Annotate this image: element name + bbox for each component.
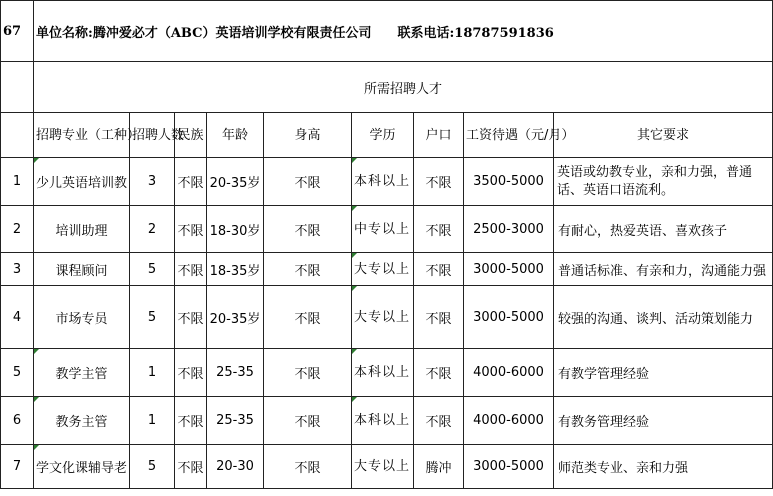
row-no: 4: [1, 286, 34, 349]
row-major: 学文化课辅导老: [34, 445, 130, 489]
row-education: 大专以上: [352, 286, 414, 349]
header-major: 招聘专业（工种）: [34, 113, 130, 158]
row-education: 本科以上: [352, 158, 414, 206]
row-height: 不限: [264, 349, 352, 397]
row-no: 5: [1, 349, 34, 397]
table-row: [1, 253, 773, 286]
row-age: 20-35岁: [207, 286, 264, 349]
contact-label: 联系电话:: [397, 25, 455, 41]
row-hukou: 不限: [414, 206, 464, 253]
row-hukou: 不限: [414, 253, 464, 286]
row-height: 不限: [264, 206, 352, 253]
row-salary: 4000-6000: [464, 349, 554, 397]
row-age: 18-35岁: [207, 253, 264, 286]
row-no: 2: [1, 206, 34, 253]
unit-label: 单位名称:: [36, 25, 93, 41]
row-height: 不限: [264, 445, 352, 489]
row-education: 本科以上: [352, 397, 414, 445]
title-row: [1, 1, 773, 62]
row-ethnicity: 不限: [175, 206, 207, 253]
row-other: 有教务管理经验: [554, 397, 773, 445]
row-major: 教务主管: [34, 397, 130, 445]
header-ethnicity: 民族: [175, 113, 207, 158]
header-height: 身高: [264, 113, 352, 158]
row-ethnicity: 不限: [175, 286, 207, 349]
row-major: 教学主管: [34, 349, 130, 397]
row-age: 25-35: [207, 349, 264, 397]
header-no: [1, 113, 34, 158]
row-count: 2: [130, 206, 175, 253]
row-age: 20-30: [207, 445, 264, 489]
row-hukou: 不限: [414, 397, 464, 445]
row-salary: 3000-5000: [464, 286, 554, 349]
table-row: [1, 445, 773, 489]
section-title: 所需招聘人才: [34, 62, 773, 113]
header-age: 年龄: [207, 113, 264, 158]
row-ethnicity: 不限: [175, 397, 207, 445]
row-age: 18-30岁: [207, 206, 264, 253]
row-age: 25-35: [207, 397, 264, 445]
row-salary: 4000-6000: [464, 397, 554, 445]
row-ethnicity: 不限: [175, 158, 207, 206]
table-row: [1, 397, 773, 445]
row-education: 大专以上: [352, 445, 414, 489]
row-major: 课程顾问: [34, 253, 130, 286]
header-row: [1, 113, 773, 158]
row-other: 师范类专业、亲和力强: [554, 445, 773, 489]
row-salary: 3000-5000: [464, 253, 554, 286]
row-age: 20-35岁: [207, 158, 264, 206]
row-no: 1: [1, 158, 34, 206]
row-other: 有教学管理经验: [554, 349, 773, 397]
row-count: 1: [130, 349, 175, 397]
row-no: 7: [1, 445, 34, 489]
row-hukou: 不限: [414, 349, 464, 397]
row-count: 3: [130, 158, 175, 206]
row-education: 大专以上: [352, 253, 414, 286]
row-count: 5: [130, 253, 175, 286]
row-hukou: 不限: [414, 158, 464, 206]
row-salary: 3000-5000: [464, 445, 554, 489]
row-other: 较强的沟通、谈判、活动策划能力: [554, 286, 773, 349]
row-education: 中专以上: [352, 206, 414, 253]
contact-phone: 18787591836: [454, 25, 554, 41]
row-salary: 3500-5000: [464, 158, 554, 206]
row-major: 少儿英语培训教: [34, 158, 130, 206]
header-count: 招聘人数: [130, 113, 175, 158]
row-ethnicity: 不限: [175, 253, 207, 286]
row-count: 5: [130, 286, 175, 349]
row-education: 本科以上: [352, 349, 414, 397]
row-other: 英语或幼教专业，亲和力强，普通话、英语口语流利。: [554, 158, 773, 206]
row-height: 不限: [264, 158, 352, 206]
row-count: 5: [130, 445, 175, 489]
section-row: [1, 62, 773, 113]
header-other: 其它要求: [554, 113, 773, 158]
row-height: 不限: [264, 397, 352, 445]
table-row: [1, 286, 773, 349]
company-number: 67: [1, 1, 34, 62]
row-ethnicity: 不限: [175, 445, 207, 489]
row-ethnicity: 不限: [175, 349, 207, 397]
row-count: 1: [130, 397, 175, 445]
table-row: [1, 349, 773, 397]
header-education: 学历: [352, 113, 414, 158]
row-major: 培训助理: [34, 206, 130, 253]
row-hukou: 腾冲: [414, 445, 464, 489]
unit-name: 腾冲爱必才（ABC）英语培训学校有限责任公司: [92, 25, 372, 41]
company-title: [34, 1, 773, 62]
row-other: 有耐心，热爱英语、喜欢孩子: [554, 206, 773, 253]
table-row: [1, 206, 773, 253]
row-no: 6: [1, 397, 34, 445]
row-major: 市场专员: [34, 286, 130, 349]
row-salary: 2500-3000: [464, 206, 554, 253]
table-row: [1, 158, 773, 206]
header-salary: 工资待遇（元/月）: [464, 113, 554, 158]
row-hukou: 不限: [414, 286, 464, 349]
row-height: 不限: [264, 286, 352, 349]
row-height: 不限: [264, 253, 352, 286]
header-hukou: 户口: [414, 113, 464, 158]
row-other: 普通话标准、有亲和力，沟通能力强: [554, 253, 773, 286]
row-no: 3: [1, 253, 34, 286]
